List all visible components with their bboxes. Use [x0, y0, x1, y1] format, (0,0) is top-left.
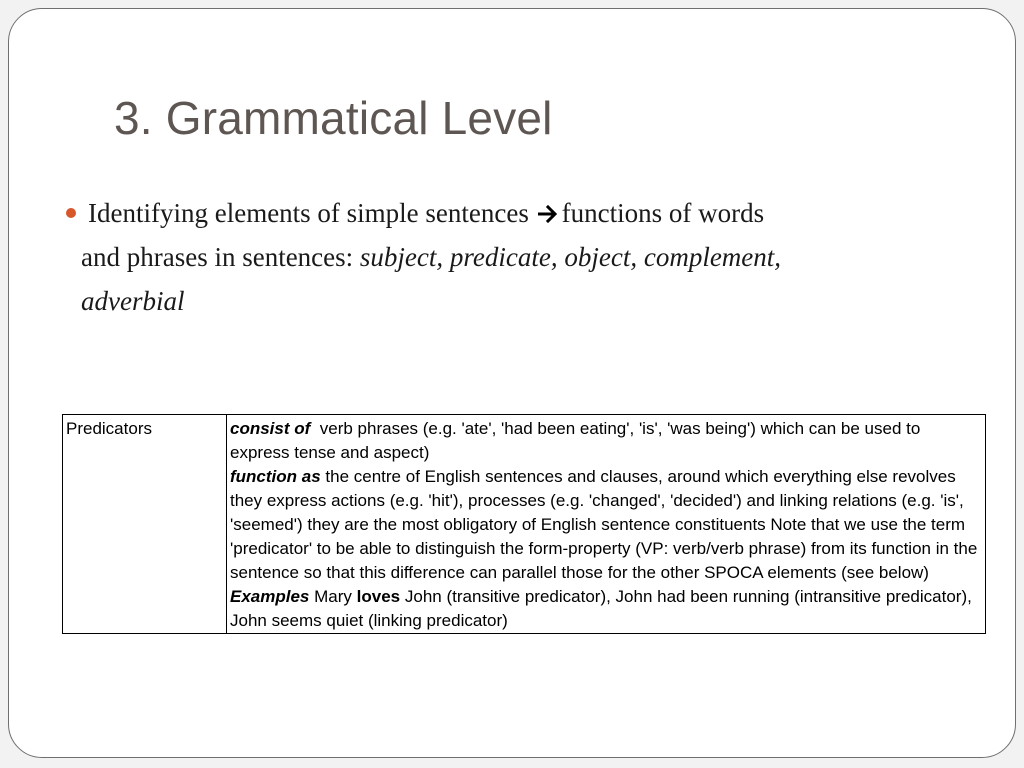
slide-title: 3. Grammatical Level — [114, 92, 553, 144]
consist-text: verb phrases (e.g. 'ate', 'had been eating', 'is', 'was being') which can be used to express tense and aspect) — [230, 419, 921, 462]
term-cell: Predicators — [63, 415, 227, 634]
bullet-text-after-arrow: functions of words — [561, 198, 765, 228]
bullet-text-line2: and phrases in sentences: — [81, 242, 354, 272]
bullet-italic-terms: subject, predicate, object, complement, — [359, 242, 782, 272]
examples-pre: Mary — [314, 587, 352, 606]
examples-paragraph — [230, 585, 982, 633]
bullet-item — [58, 191, 958, 323]
bullet-italic-terms-cont: adverbial — [81, 286, 185, 316]
consist-paragraph — [230, 417, 982, 465]
consist-label: consist of — [230, 419, 311, 438]
function-paragraph — [230, 465, 982, 585]
bullet-dot-icon — [66, 208, 76, 218]
slide-frame — [8, 8, 1016, 758]
examples-bold: loves — [356, 587, 401, 606]
function-text: the centre of English sentences and clauses, around which everything else revolves they express actions (e.g. 'hit'), processes (e.g. 'changed', 'decided') and linking relations (e.g. 'is', 'seemed') they are the most obligatory of English sentence constituents Note that we use the term 'predicator' to be able to distinguish the form-property (VP: verb/verb phrase) from its function in the sentence so that this difference can parallel those for the other SPOCA elements (see below) — [230, 467, 978, 582]
table-row — [63, 415, 986, 634]
bullet-line-2 — [81, 235, 958, 279]
predicators-table — [62, 414, 986, 634]
bullet-text — [58, 191, 958, 323]
bullet-text-before-arrow: Identifying elements of simple sentences — [88, 198, 529, 228]
function-label: function as — [230, 467, 321, 486]
right-arrow-icon — [538, 205, 558, 223]
examples-post: John (transitive predicator), John had been running (intransitive predicator), John seems quiet (linking predicator) — [230, 587, 972, 630]
bullet-line-1 — [88, 191, 958, 235]
examples-label: Examples — [230, 587, 310, 606]
definition-cell — [227, 415, 986, 634]
